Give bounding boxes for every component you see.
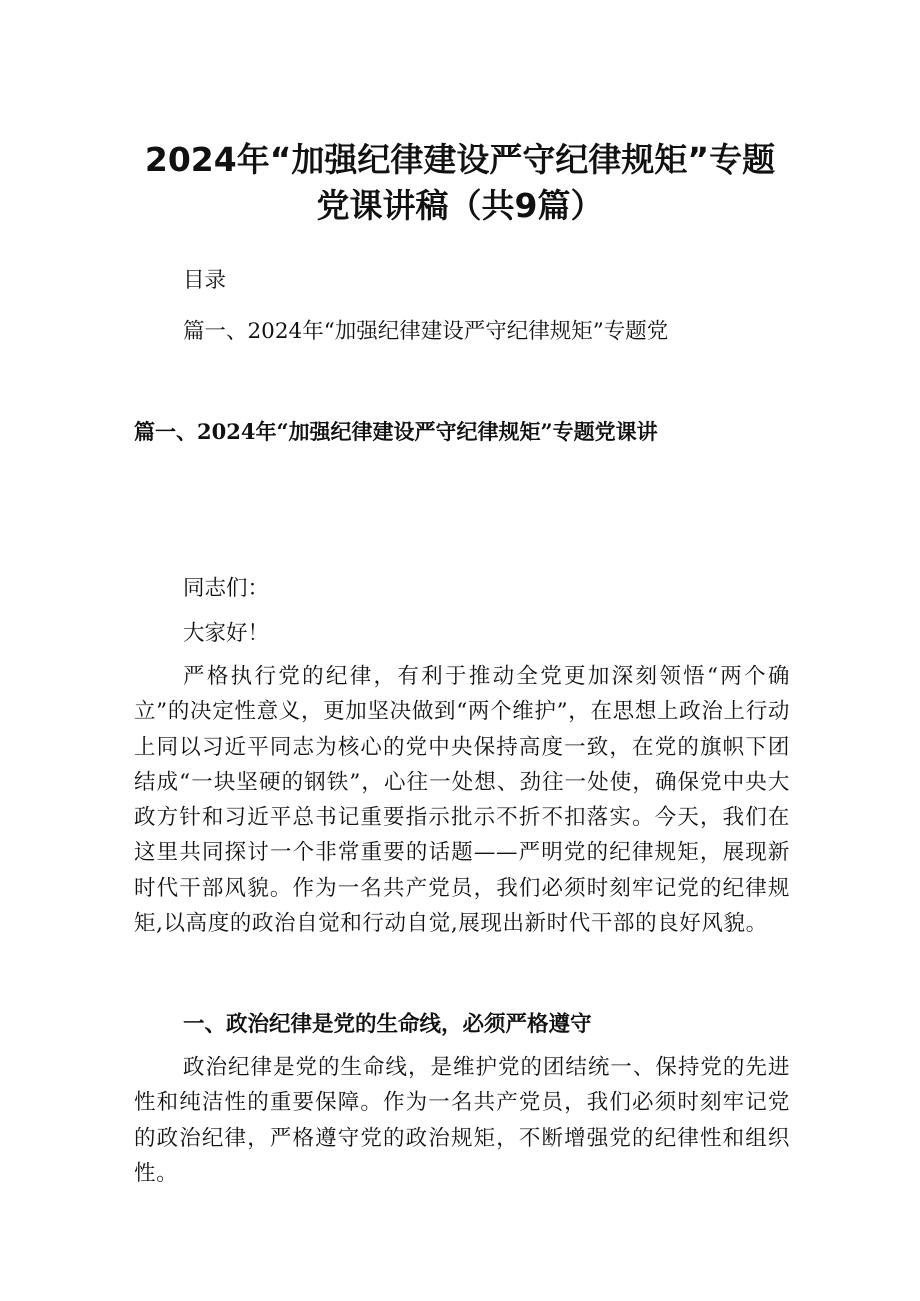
toc-item-1[interactable]: 篇一、2024年“加强纪律建设严守纪律规矩”专题党 [183, 319, 669, 344]
body-paragraph-1: 严格执行党的纪律，有利于推动全党更加深刻领悟“两个确立”的决定性意义，更加坚决做到“两个维护”，在思想上政治上行动上同以习近平同志为核心的党中央保持高度一致，在党的旗帜下团结成“一块坚硬的钢铁”，心往一处想、劲往一处使，确保党中央大政方针和习近平总书记重要指示批示不折不扣落实。今天，我们在这里共同探讨一个非常重要的话题——严明党的纪律规矩，展现新时代干部风貌。作为一名共产党员，我们必须时刻牢记党的纪律规矩,以高度的政治自觉和行动自觉,展现出新时代干部的良好风貌。 [134, 664, 790, 937]
toc-label: 目录 [183, 268, 227, 293]
document-title-line-1: 2024年“加强纪律建设严守纪律规矩”专题 [144, 140, 776, 179]
body-paragraph-2: 政治纪律是党的生命线，是维护党的团结统一、保持党的先进性和纯洁性的重要保障。作为一名共产党员，我们必须时刻牢记党的政治纪律，严格遵守党的政治规矩，不断增强党的纪律性和组织性。 [134, 1055, 790, 1186]
subheading-1: 一、政治纪律是党的生命线，必须严格遵守 [183, 1012, 592, 1037]
document-title-line-2: 党课讲稿（共9篇） [316, 186, 604, 225]
greeting: 大家好！ [183, 621, 270, 646]
section-heading: 篇一、2024年“加强纪律建设严守纪律规矩”专题党课讲 [134, 419, 658, 444]
salutation: 同志们： [183, 576, 270, 601]
